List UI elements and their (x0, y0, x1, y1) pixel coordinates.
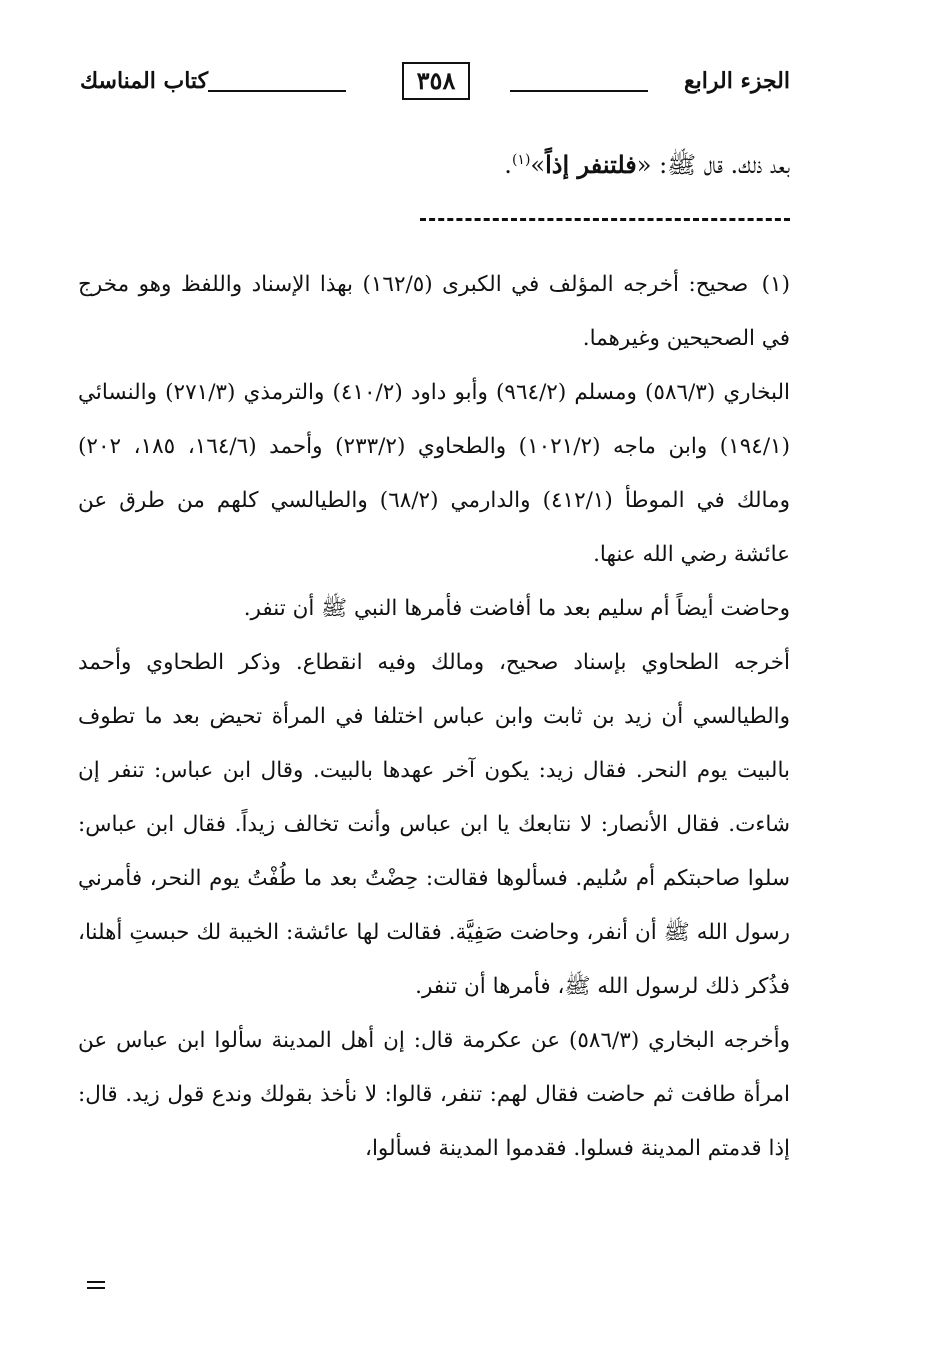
sentence-end: . (504, 151, 512, 179)
footnotes (78, 258, 790, 1176)
footnote-separator (420, 218, 790, 221)
continuation-mark-icon (87, 1281, 105, 1293)
footnote-paragraph: البخاري (٥٨٦/٣) ومسلم (٩٦٤/٢) وأبو داود (٤١٠/٢) والترمذي (٢٧١/٣) والنسائي (١٩٤/١) وابن ماجه (١٠٢١/٢) والطحاوي (٢٣٣/٢) وأحمد (١٦٤/٦، ١٨٥، ٢٠٢) ومالك في الموطأ (٤١٢/١) والدارمي (٦٨/٢) والطيالسي كلهم من طرق عن عائشة رضي الله عنها. (78, 380, 790, 567)
header-rule-left (208, 90, 346, 92)
lead-text: بعد ذلك. قال ﷺ: « (636, 151, 790, 179)
footnote-paragraph: (١) صحيح: أخرجه المؤلف في الكبرى (١٦٢/٥) بهذا الإسناد واللفظ وهو مخرج في الصحيحين وغيرهما. (78, 272, 790, 351)
running-header (80, 62, 790, 106)
book-label: كتاب المناسك (80, 68, 209, 94)
main-text-line (504, 148, 790, 183)
prophetic-quote: فلتنفر إذاً (545, 150, 637, 179)
footnote-paragraph: أخرجه الطحاوي بإسناد صحيح، ومالك وفيه انقطاع. وذكر الطحاوي وأحمد والطيالسي أن زيد بن ثابت وابن عباس اختلفا في المرأة تحيض بعد ما تطوف بالبيت يوم النحر. فقال زيد: يكون آخر عهدها بالبيت. وقال ابن عباس: تنفر إن شاءت. فقال الأنصار: لا نتابعك يا ابن عباس وأنت تخالف زيداً. فقال ابن عباس: سلوا صاحبتكم أم سُليم. فسألوها فقالت: حِضْتُ بعد ما طُفْتُ يوم النحر، فأمرني رسول الله ﷺ أن أنفر، وحاضت صَفِيَّة. فقالت لها عائشة: الخيبة لك حبستِ أهلنا، فذُكر ذلك لرسول الله ﷺ، فأمرها أن تنفر. (78, 650, 790, 999)
footnote-paragraph: وأخرجه البخاري (٥٨٦/٣) عن عكرمة قال: إن أهل المدينة سألوا ابن عباس عن امرأة طافت ثم حاضت فقال لهم: تنفر، قالوا: لا نأخذ بقولك وندع قول زيد. قال: إذا قدمتم المدينة فسلوا. فقدموا المدينة فسألوا، (78, 1028, 790, 1161)
quote-close: » (530, 151, 546, 179)
header-rule-right (510, 90, 648, 92)
footnote-reference[interactable]: (١) (511, 152, 531, 168)
page-number-box: ٣٥٨ (402, 62, 470, 100)
footnote-marker: (١) (761, 272, 790, 297)
footnote-paragraph: وحاضت أيضاً أم سليم بعد ما أفاضت فأمرها النبي ﷺ أن تنفر. (243, 596, 790, 621)
part-label: الجزء الرابع (683, 68, 790, 94)
